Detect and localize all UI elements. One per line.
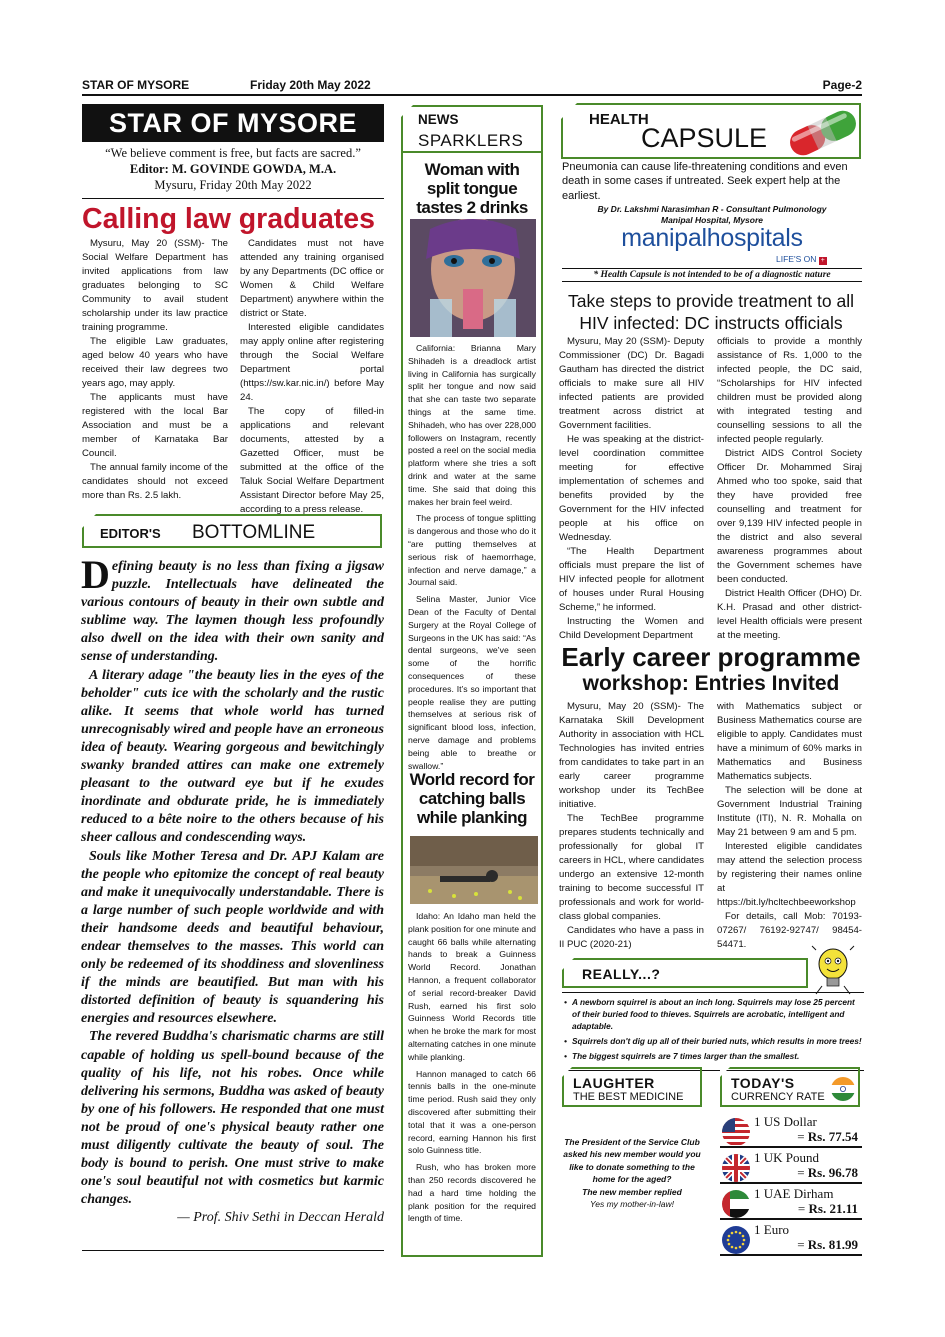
label-big: BOTTOMLINE: [192, 522, 316, 543]
paragraph: Souls like Mother Teresa and Dr. APJ Kalam are the people who epitomize the concept of real beauty and make it unequivocally understandable. There is a large number of such people worldwide and with their handsome deeds and beautiful behaviour, endear themselves to the masses. This world can only be redeemed of its shoddiness and slovenliness if the minds are beautified. But man with his distorted definition of beauty is squandering his energies and resources elsewhere.: [81, 848, 384, 1027]
editor-line: Editor: M. GOVINDE GOWDA, M.A.: [129, 162, 337, 176]
currency-name: 1 Euro: [754, 1222, 790, 1237]
paragraph: Candidates who have a pass in II PUC (2020-21): [559, 925, 704, 950]
lead-headline: Calling law graduates: [82, 203, 375, 235]
editorial-text: [81, 552, 384, 1227]
health-tip: Pneumonia can cause life-threatening conditions and even death in some cases if untreated. Seek expert help at the earliest.: [562, 161, 848, 202]
sparkler-1-text: [408, 342, 536, 776]
motto: “We believe comment is free, but facts are sacred.”: [105, 146, 361, 160]
paragraph: Hannon managed to catch 66 tennis balls in the one-minute time period. Rush said they only discovered after submitting their total that it was a one-person record, earning Hannon his first solo Guinness title.: [408, 1068, 536, 1156]
currency-rate: [797, 1237, 858, 1253]
currency-row-gbp: [720, 1150, 862, 1184]
currency-name: 1 UK Pound: [754, 1150, 820, 1165]
hiv-column-2: [717, 335, 862, 643]
paragraph: He was speaking at the district-level coordination committee meeting for effective implementation of schemes and benefits provided by the Government for the HIV infected people at his office on Wednesday.: [559, 434, 704, 543]
logo-tag: [776, 254, 827, 265]
byline-hospital: Manipal Hospital, Mysore: [660, 215, 764, 225]
equals: =: [797, 1129, 808, 1144]
label-small: CURRENCY RATE: [731, 1091, 825, 1103]
label-small: EDITOR'S: [100, 526, 161, 541]
paragraph: with Mathematics subject or Business Mathematics course are eligible to apply. Candidates must have a minimum of 60% marks in Mathematics and Business Mathematics subjects.: [717, 701, 862, 782]
rate-value: Rs. 21.11: [808, 1201, 858, 1216]
paragraph: For details, call Mob: 70193-07267/ 76192-92747/ 98454-54471.: [717, 911, 862, 950]
eu-flag-icon: [721, 1225, 751, 1255]
sparkler-1-headline: Woman with split tongue tastes 2 drinks: [416, 160, 528, 217]
currency-rate: [797, 1129, 858, 1145]
rate-value: Rs. 81.99: [807, 1237, 858, 1252]
plus-icon: +: [820, 257, 825, 264]
paragraph: Interested eligible candidates may attend the selection process by registering their names online at https://bit.ly/hcltechbeeworkshop: [717, 841, 862, 908]
lead-column-1: [82, 237, 228, 503]
label-big: SPARKLERS: [418, 131, 524, 150]
joke-text: [562, 1136, 702, 1210]
sparkler-2-headline: World record for catching balls while planking: [409, 770, 535, 827]
label-big: TODAY'S: [731, 1075, 795, 1091]
really-facts: [562, 992, 864, 1071]
manipal-logo: [562, 224, 862, 264]
health-disclaimer: * Health Capsule is not intended to be of a diagnostic nature: [562, 268, 862, 282]
joke-question: The President of the Service Club asked his new member would you like to donate something to the home for the aged?: [563, 1137, 701, 1185]
hiv-column-1: [559, 335, 704, 643]
logo-tagline: LIFE'S ON: [776, 254, 817, 264]
career-column-2: [717, 700, 862, 952]
currency-row-usd: [720, 1114, 862, 1148]
label-text: REALLY...?: [582, 966, 661, 982]
uae-flag-icon: [721, 1189, 751, 1219]
planking-photo: [410, 836, 538, 904]
paragraph: District Health Officer (DHO) Dr. K.H. Prasad and other district-level Health officials were present at the meeting.: [717, 588, 862, 641]
paragraph: Rush, who has broken more than 250 records discovered he had a hard time holding the plank position for the required length of time.: [408, 1162, 536, 1224]
paragraph: The process of tongue splitting is dangerous and those who do it “are putting themselves at serious risk of haemorrhage, infection and nerve damage,” a Journal said.: [408, 513, 536, 588]
list-item: • Squirrels don't dig up all of their buried nuts, which results in more trees!: [562, 1035, 864, 1047]
label-big: CAPSULE: [641, 123, 768, 153]
pill-icon: [782, 108, 864, 158]
paragraph: Mysuru, May 20 (SSM)- The Social Welfare Department has invited applications from law graduates belonging to SC Community to avail student scholarship under its law practice training programme.: [82, 238, 228, 333]
label-small: NEWS: [418, 112, 459, 127]
bulb-icon: [810, 944, 856, 998]
paragraph: efining beauty is no less than fixing a jigsaw puzzle. Intellectuals have delineated the various contours of beauty in their own subtle and sublime way. The laymen though less profoundly also dwell on the idea with their own sanity and sense of understanding.: [81, 559, 384, 665]
currency-row-aed: [720, 1186, 862, 1220]
divider: [82, 198, 384, 199]
header-date: Friday 20th May 2022: [250, 78, 371, 92]
paragraph: The applicants must have registered with the local Bar Association and must be a member of Karnataka Bar Council.: [82, 392, 228, 459]
uk-flag-icon: [721, 1153, 751, 1183]
rate-value: Rs. 77.54: [807, 1129, 858, 1144]
label-big: LAUGHTER: [573, 1075, 655, 1091]
lead-column-2: [240, 237, 384, 517]
paragraph: Mysuru, May 20 (SSM)- Deputy Commissioner (DC) Dr. Bagadi Gautham has directed the district officials to make sure all HIV infected patients are provided treatment across district at Government facilities.: [559, 336, 704, 431]
hiv-headline: Take steps to provide treatment to all HIV infected: DC instructs officials: [568, 291, 854, 333]
list-item: • A newborn squirrel is about an inch long. Squirrels may lose 25 percent of their buried food to thieves. Squirrels are acrobatic, intelligent and adaptable.: [562, 996, 864, 1032]
currency-rate: [797, 1165, 858, 1181]
label-small: THE BEST MEDICINE: [573, 1091, 684, 1103]
paragraph: officials to provide a monthly assistance of Rs. 1,000 to the infected people, the DC said, “Scholarships for HIV infected children must be provided along with integrated testing and counselling sessions to all the infected people regularly.: [717, 336, 862, 445]
sparkler-2-text: [408, 910, 536, 1229]
equals: =: [797, 1201, 809, 1216]
equals: =: [797, 1237, 808, 1252]
paragraph: “The Health Department officials must prepare the list of HIV infected people for allotment of houses under Rural Housing Scheme,” he informed.: [559, 546, 704, 613]
equals: =: [797, 1165, 808, 1180]
header-paper-name: STAR OF MYSORE: [82, 78, 190, 92]
drop-cap: D: [81, 552, 110, 597]
career-headline: Early career programme: [561, 642, 861, 672]
currency-rate: [798, 1201, 858, 1217]
page-header: [82, 76, 862, 96]
label-small: HEALTH: [589, 111, 649, 128]
paragraph: Candidates must not have attended any training organised by any Departments (DC office or Women & Child Welfare Department) anywhere within the district or State.: [240, 238, 384, 319]
paragraph: California: Brianna Mary Shihadeh is a dreadlock artist living in California has surgically split her tongue and now said that she can taste two separate things at the same time. Shihadeh, who has over 228,000 followers on Instagram, recently posted a reel on the social media platform where she tries a soft drink and water at the same time. She said that doing this makes her brain feel weird.: [408, 343, 536, 507]
currency-row-eur: [720, 1222, 862, 1256]
currency-name: 1 US Dollar: [754, 1114, 817, 1129]
joke-answer: Yes my mother-in-law!: [590, 1199, 674, 1210]
paragraph: A literary adage "the beauty lies in the eyes of the beholder" cuts ice with the scholarly and the rustic alike. It seems that whole world has turned unrecognisably wired and people have an erroneous idea of beauty. Wearing gorgeous and bewitchingly swanky branded attires can make one extremely pleasant to the outward eye but if he exudes inordinate and obdurate pride, he is immediately reduced to a bête noire to the others because of his sheer callous and condescending ways.: [81, 667, 384, 846]
really-label: [562, 958, 808, 988]
editorial-signature: — Prof. Shiv Sethi in Deccan Herald: [177, 1210, 384, 1226]
health-byline: [562, 204, 862, 226]
tongue-photo: [410, 219, 536, 337]
header-page-number: Page-2: [822, 78, 862, 92]
paragraph: The revered Buddha's charismatic charms are still capable of holding us spell-bound because of the quality of his life, not his robes. Once while delivering his sermons, Buddha was asked of beauty by one of his followers. He responded that one must not be proud of one's physical beauty rather one must diligently cultivate the beauty of soul. The body is bound to perish. One must strive to make one's soul beautiful not with cosmetics but karmic changes.: [81, 1029, 384, 1208]
paragraph: Interested eligible candidates may apply online after registering through the Social Welfare Department portal (https://sw.kar.nic.in/) before May 24.: [240, 322, 384, 403]
paragraph: Mysuru, May 20 (SSM)- The Karnataka Skill Development Authority in association with HCL Technologies has invited entries from candidates to take part in an early career programme workshop under its TechBee initiative.: [559, 701, 704, 810]
dateline: Mysuru, Friday 20th May 2022: [154, 178, 312, 192]
list-item: • The biggest squirrels are 7 times larger than the smallest.: [562, 1050, 864, 1062]
us-flag-icon: [721, 1117, 751, 1147]
news-sparklers-label: [401, 105, 543, 153]
paragraph: The selection will be done at Government Industrial Training Institute (ITI), N. R. Mohalla on May 21 between 9 am and 5 pm.: [717, 785, 862, 838]
paragraph: The TechBee programme prepares students technically and professionally for global IT careers in HCL, where candidates undergo an extensive 12-month training to become successful IT professionals and work for world-class global companies.: [559, 813, 704, 922]
india-flag-icon: [830, 1076, 856, 1102]
paragraph: District AIDS Control Society Officer Dr. Mohammed Siraj Ahmed who too spoke, said that they have provided free counselling and treatment for over 9,139 HIV infected people in the district and also several awareness programmes about the Government schemes have been conducted.: [717, 448, 862, 585]
divider: [82, 1250, 384, 1251]
masthead-logo: STAR OF MYSORE: [82, 104, 384, 142]
paragraph: Selina Master, Junior Vice Dean of the Faculty of Dental Surgery at the Royal College of Surgeons in the UK has said: “As dental surgeons, we’ve seen some of the horrific consequences of these procedures. It’s so important that people realise they are putting themselves at serious risk of significant blood loss, infection, nerve damage and problems being able to breathe or swallow.”: [408, 594, 536, 771]
paragraph: Idaho: An Idaho man held the plank position for one minute and caught 66 balls while alternating hands to break a Guinness World Record. Jonathan Hannon, a frequent collaborator of serial record-breaker David Rush, earned his first solo Guinness World Records title when he broke the mark for most alternating catches in one minute while planking.: [408, 911, 536, 1062]
rate-value: Rs. 96.78: [807, 1165, 858, 1180]
career-column-1: [559, 700, 704, 952]
currency-name: 1 UAE Dirham: [754, 1186, 834, 1201]
paragraph: The annual family income of the candidates should not exceed more than Rs. 2.5 lakh.: [82, 462, 228, 501]
paragraph: Instructing the Women and Child Development Department: [559, 616, 704, 641]
masthead-info: [82, 145, 384, 193]
paragraph: The eligible Law graduates, aged below 40 years who have received their law degrees two years ago, may apply.: [82, 336, 228, 389]
laughter-label: [562, 1067, 702, 1107]
joke-reply: The new member replied: [582, 1186, 682, 1197]
paragraph: The copy of filled-in applications and relevant documents, attested by a Gazetted Officer, must be submitted at the office of the Taluk Social Welfare Department Assistant Director before May 25, according to a press release.: [240, 406, 384, 515]
editors-bottomline-label: [82, 514, 382, 548]
logo-text: manipalhospitals: [621, 224, 803, 252]
career-subheadline: workshop: Entries Invited: [582, 672, 840, 695]
byline-doctor: By Dr. Lakshmi Narasimhan R - Consultant Pulmonology: [597, 204, 827, 214]
